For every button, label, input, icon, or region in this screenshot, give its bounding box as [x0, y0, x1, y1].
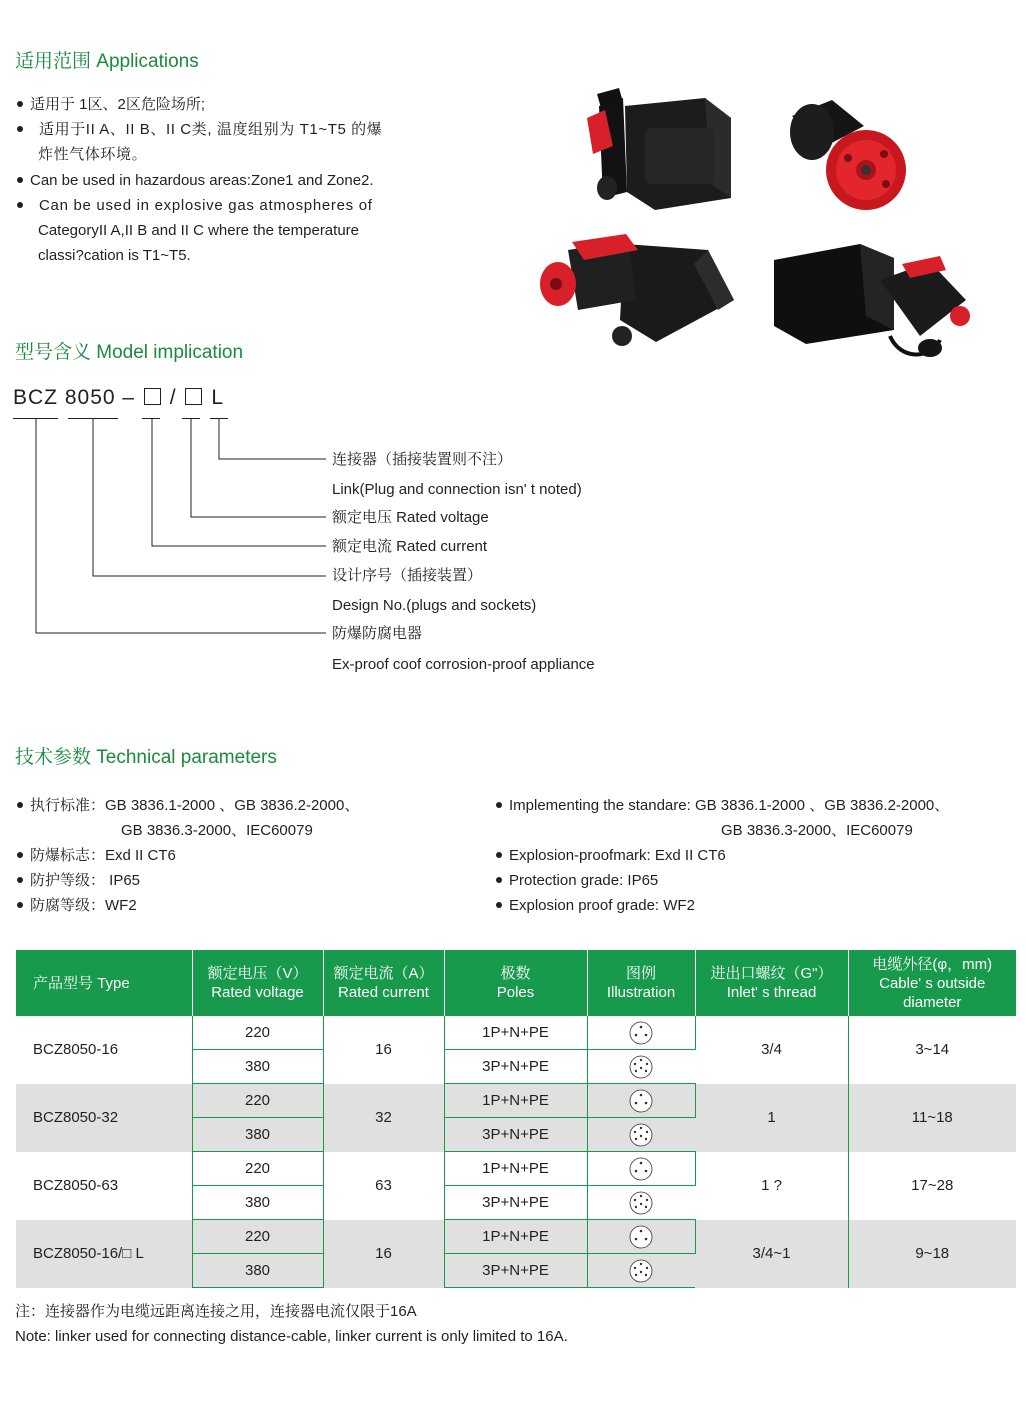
cell-poles: 1P+N+PE — [444, 1084, 587, 1118]
socket-3p-icon — [629, 1191, 653, 1215]
product-photo-junction-box — [770, 240, 975, 368]
tech-left-item-cont: GB 3836.3-2000、IEC60079 — [121, 822, 313, 839]
cell-current: 16 — [323, 1220, 444, 1288]
cell-poles: 1P+N+PE — [444, 1016, 587, 1050]
cell-current: 63 — [323, 1152, 444, 1220]
socket-3p-icon — [629, 1123, 653, 1147]
cell-thread: 3/4~1 — [695, 1220, 848, 1288]
tech-right-item: Explosion proof grade: WF2 — [494, 893, 695, 918]
model-label-exproof-en: Ex-proof coof corrosion-proof appliance — [332, 656, 595, 673]
col-header-poles: 极数 Poles — [444, 950, 587, 1016]
model-leader-lines — [0, 418, 340, 638]
model-code-number: 8050 — [64, 386, 116, 409]
table-header-row — [16, 950, 1016, 1016]
cell-diameter: 9~18 — [848, 1220, 1016, 1288]
cell-voltage: 220 — [192, 1084, 323, 1118]
application-item-cont: CategoryII A,II B and II C where the temperature — [38, 222, 359, 239]
cell-illustration — [587, 1152, 695, 1186]
col-header-thread: 进出口螺纹（G"） Inlet' s thread — [695, 950, 848, 1016]
model-code-slash: / — [169, 386, 177, 409]
cell-poles: 1P+N+PE — [444, 1220, 587, 1254]
model-code-dash: – — [122, 386, 136, 409]
cell-illustration — [587, 1186, 695, 1220]
col-header-type: 产品型号 Type — [16, 950, 192, 1016]
cell-voltage: 380 — [192, 1118, 323, 1152]
model-label-design: 设计序号（插接装置） — [332, 567, 483, 584]
application-item: 适用于 1区、2区危险场所; — [15, 92, 205, 117]
cell-poles: 3P+N+PE — [444, 1254, 587, 1288]
cell-illustration — [587, 1254, 695, 1288]
note-en: Note: linker used for connecting distance-cable, linker current is only limited to 16A. — [15, 1328, 568, 1345]
cell-voltage: 220 — [192, 1016, 323, 1050]
cell-diameter: 11~18 — [848, 1084, 1016, 1152]
tech-left-item: 防腐等级：WF2 — [15, 893, 137, 918]
product-photo-socket-box — [585, 88, 735, 214]
cell-illustration — [587, 1220, 695, 1254]
model-code-suffix: L — [211, 386, 224, 409]
cell-voltage: 220 — [192, 1220, 323, 1254]
tech-right-item-cont: GB 3836.3-2000、IEC60079 — [721, 822, 913, 839]
table-row — [16, 1084, 1016, 1118]
tech-left-item: 防爆标志：Exd II CT6 — [15, 843, 176, 868]
model-code — [13, 386, 224, 410]
cell-poles: 3P+N+PE — [444, 1118, 587, 1152]
product-photo-plug — [782, 96, 912, 214]
cell-illustration — [587, 1050, 695, 1084]
cell-voltage: 380 — [192, 1254, 323, 1288]
socket-3p-icon — [629, 1259, 653, 1283]
application-item-cont: 炸性气体环境。 — [38, 146, 148, 163]
cell-illustration — [587, 1118, 695, 1152]
model-label-connector-en: Link(Plug and connection isn' t noted) — [332, 481, 582, 498]
product-photo-assembled — [538, 230, 738, 350]
table-row — [16, 1152, 1016, 1186]
tech-left-item: 执行标准：GB 3836.1-2000 、GB 3836.2-2000、 — [15, 793, 359, 818]
socket-3p-icon — [629, 1055, 653, 1079]
table-row — [16, 1016, 1016, 1050]
model-label-design-en: Design No.(plugs and sockets) — [332, 597, 537, 614]
col-header-current: 额定电流（A） Rated current — [323, 950, 444, 1016]
cell-voltage: 220 — [192, 1152, 323, 1186]
col-header-voltage: 额定电压（V） Rated voltage — [192, 950, 323, 1016]
cell-poles: 3P+N+PE — [444, 1050, 587, 1084]
socket-1p-icon — [629, 1021, 653, 1045]
cell-thread: 1 ? — [695, 1152, 848, 1220]
col-header-diameter: 电缆外径(φ，mm) Cable' s outside diameter — [848, 950, 1016, 1016]
cell-type: BCZ8050-16/□ L — [16, 1220, 192, 1288]
application-item: 适用于II A、II B、II C类, 温度组别为 T1~T5 的爆 — [15, 117, 382, 142]
cell-current: 16 — [323, 1016, 444, 1084]
socket-1p-icon — [629, 1225, 653, 1249]
cell-poles: 3P+N+PE — [444, 1186, 587, 1220]
table-row — [16, 1220, 1016, 1254]
model-code-prefix: BCZ — [13, 386, 58, 409]
cell-voltage: 380 — [192, 1050, 323, 1084]
model-label-connector: 连接器（插接装置则不注） — [332, 451, 513, 468]
cell-diameter: 3~14 — [915, 1041, 950, 1059]
spec-table — [16, 950, 1016, 1288]
cell-type: BCZ8050-16 — [16, 1016, 192, 1084]
model-label-exproof: 防爆防腐电器 — [332, 625, 423, 642]
cell-illustration — [587, 1016, 695, 1050]
application-item: Can be used in hazardous areas:Zone1 and Zone2. — [15, 168, 374, 193]
note-cn: 注：连接器作为电缆远距离连接之用，连接器电流仅限于16A — [15, 1303, 417, 1320]
col-header-illustration: 图例 Illustration — [587, 950, 695, 1016]
tech-right-item: Protection grade: IP65 — [494, 868, 658, 893]
model-label-current: 额定电流 Rated current — [332, 538, 488, 555]
model-label-voltage: 额定电压 Rated voltage — [332, 509, 489, 526]
tech-left-item: 防护等级： IP65 — [15, 868, 140, 893]
technical-title: 技术参数 Technical parameters — [15, 747, 277, 768]
placeholder-box-current — [144, 388, 161, 405]
tech-right-item: Implementing the standare: GB 3836.1-2000 、GB 3836.2-2000、 — [494, 793, 949, 818]
socket-1p-icon — [629, 1089, 653, 1113]
cell-voltage: 380 — [192, 1186, 323, 1220]
application-item: Can be used in explosive gas atmospheres of — [15, 193, 373, 218]
cell-current: 32 — [323, 1084, 444, 1152]
cell-illustration — [587, 1084, 695, 1118]
cell-thread: 3/4 — [695, 1016, 848, 1084]
application-item-cont: classi?cation is T1~T5. — [38, 247, 191, 264]
cell-type: BCZ8050-63 — [16, 1152, 192, 1220]
applications-title: 适用范围 Applications — [15, 51, 199, 72]
cell-thread: 1 — [695, 1084, 848, 1152]
cell-diameter: 17~28 — [911, 1177, 954, 1194]
cell-poles: 1P+N+PE — [444, 1152, 587, 1186]
placeholder-box-voltage — [185, 388, 202, 405]
tech-right-item: Explosion-proofmark: Exd II CT6 — [494, 843, 726, 868]
model-title: 型号含义 Model implication — [15, 342, 244, 363]
cell-type: BCZ8050-32 — [16, 1084, 192, 1152]
socket-1p-icon — [629, 1157, 653, 1181]
